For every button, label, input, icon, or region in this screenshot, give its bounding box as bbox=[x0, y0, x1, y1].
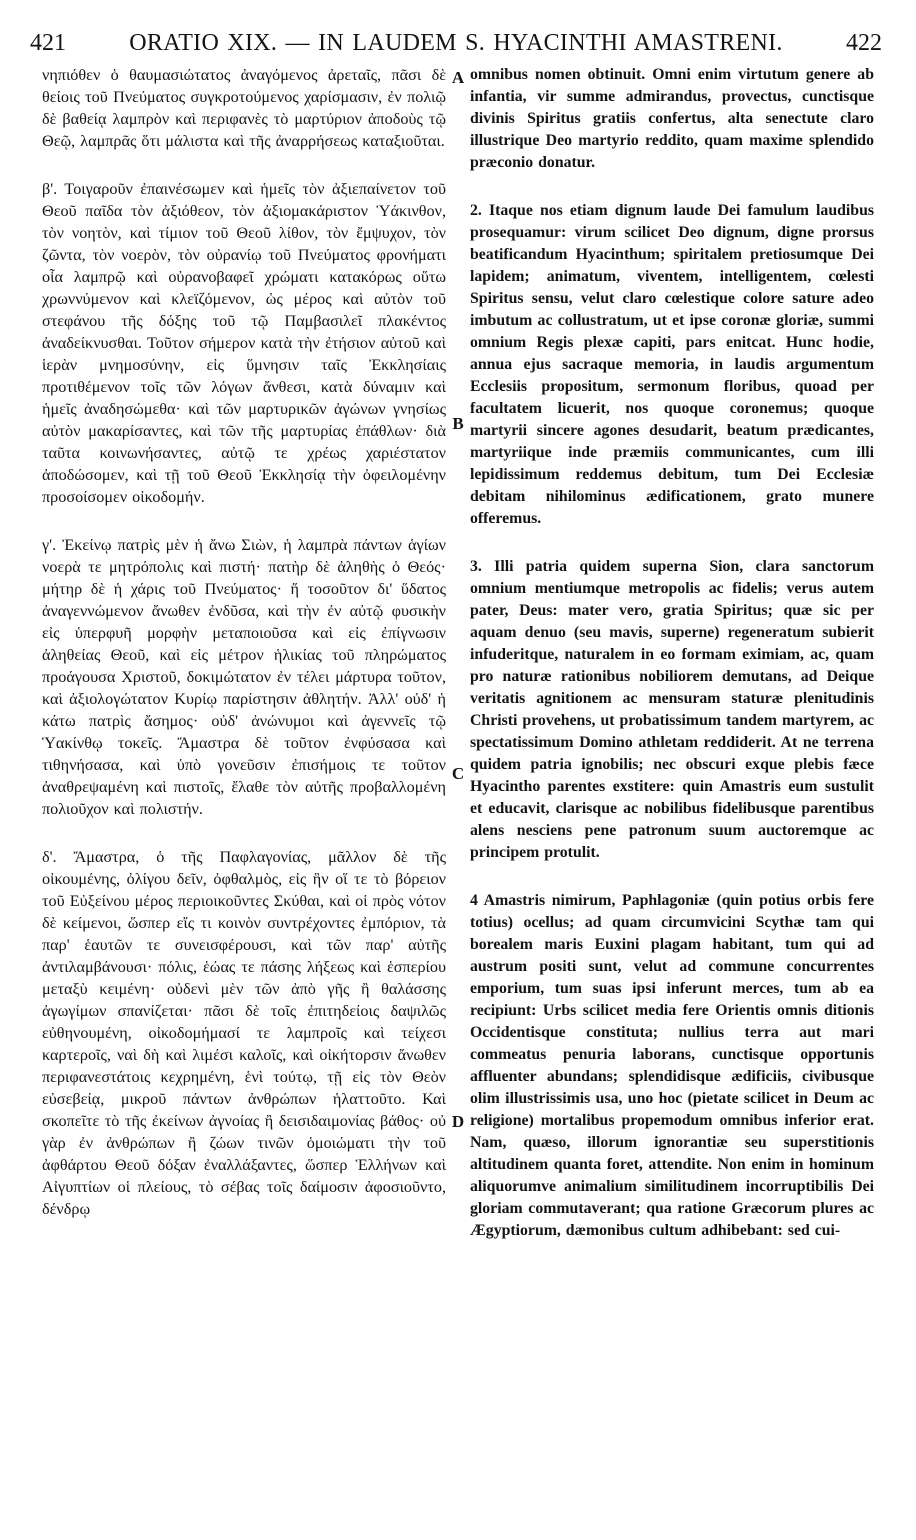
greek-column bbox=[42, 64, 446, 1220]
latin-column bbox=[470, 64, 874, 1242]
latin-paragraph-1: omnibus nomen obtinuit. Omni enim virtutum genere ab infantia, vir summe admirandus, provectus, cunctisque divinis Spiritus gratiis confertus, alta senectute claro illustrique Deo martyrio reddito, quam maxime splendido præconio donatur. bbox=[470, 66, 874, 171]
greek-paragraph-2: β'. Τοιγαροῦν ἐπαινέσωμεν καὶ ἡμεῖς τὸν ἀξιεπαίνετον τοῦ Θεοῦ παῖδα τὸν ἀξιόθεον, τὸν ἀξιομακάριστον Ὑάκινθον, τὸν νοητὸν, καὶ τίμιον τοῦ Θεοῦ λίθον, τὸν ἔμψυχον, τὸν ζῶντα, τὸν νοερὸν, τὸν οὐρανίῳ τοῦ Πνεύματος φρονήματι οἷα λαμπρῷ καὶ οὐρανοβαφεῖ χρώματι κατακόρως οὕτω χρωννύμενον καὶ κλεϊζόμενον, ὡς μέρος καὶ αὐτὸν τοῦ στεφάνου τῆς δόξης τοῦ τῷ Παμβασιλεῖ πλακέντος ἀναδείκνυσθαι. Τοῦτον σήμερον κατὰ τὴν ἐτήσιον αὐτοῦ καὶ ἱερὰν μνημοσύνην, εἰς ὕμνησιν ταῖς Ἐκκλησίαις προτιθέμενον τοῖς τῶν λόγων ἄνθεσι, κατὰ δύναμιν καὶ ἡμεῖς ἀναδησώμεθα· καὶ τῶν μαρτυρικῶν ἀγώνων γνησίως αὐτὸν μακαρίσαντες, καὶ τῶν τῆς μαρτυρίας ἐπάθλων· διὰ ταῦτα κοινωνήσαντες, αὐτῷ τε χρέως χαριέστατον ἀποδώσομεν, καὶ τῇ τοῦ Θεοῦ Ἐκκλησίᾳ τὴν ὀφειλομένην προσοίσομεν οἰκοδομήν. bbox=[42, 180, 446, 506]
greek-paragraph-4: δ'. Ἄμαστρα, ὁ τῆς Παφλαγονίας, μᾶλλον δὲ τῆς οἰκουμένης, ὀλίγου δεῖν, ὀφθαλμὸς, εἰς ἣν οἵ τε τὸ βόρειον τοῦ Εὐξείνου μέρος περιοικοῦντες Σκύθαι, καὶ οἱ πρὸς νότον δὲ κείμενοι, ὥσπερ εἴς τι κοινὸν συντρέχοντες ἐμπόριον, τὰ παρ' ἑαυτῶν τε συνεισφέρουσι, καὶ τῶν παρ' αὐτῆς ἀντιλαμβάνουσι· πόλις, ἑώας τε πάσης λήξεως καὶ ἑσπερίου μεταξὺ κειμένη· οὐδενὶ μὲν τῶν ἀπὸ γῆς ἢ θαλάσσης ἀγωγίμων σπανίζεται· πᾶσι δὲ τοῖς ἐπιτηδείοις δαψιλῶς εὐθηνουμένη, οἰκοδομήμασί τε λαμπροῖς καὶ τείχεσι καρτεροῖς, ναὶ δὴ καὶ λιμέσι καλοῖς, καὶ οἰκήτορσιν ἄνωθεν περιφανεστάτοις κεχρημένη, ἑνὶ τούτῳ, τῇ εἰς τὸν Θεὸν εὐσεβείᾳ, μικροῦ πάντων ἀνθρώπων ἡλαττοῦτο. Καὶ σκοπεῖτε τὸ τῆς ἐκείνων ἀγνοίας ἢ δεισιδαιμονίας βάθος· οὐ γὰρ ἐν ἀνθρώπων ἢ ζώων τινῶν ὁμοιώματι τὴν τοῦ ἀφθάρτου Θεοῦ δόξαν ἐναλλάξαντες, ὥσπερ Ἑλλήνων καὶ Αἰγυπτίων οἱ πλείους, τὸ σέβας τοῖς δαίμοσιν ἀφοσιοῦντο, δένδρῳ bbox=[42, 848, 446, 1218]
margin-marker-c: C bbox=[451, 764, 465, 783]
running-header bbox=[30, 28, 882, 62]
margin-marker-b: B bbox=[452, 414, 464, 433]
greek-paragraph-1: νηπιόθεν ὁ θαυμασιώτατος ἀναγόμενος ἀρεταῖς, πᾶσι δὲ θείοις τοῦ Πνεύματος συγκροτούμενος χαρίσμασιν, ἐν πολιῷ δὲ βαθείᾳ λαμπρὸν καὶ περιφανὲς τὸ μαρτύριον ἀποδοὺς τῷ Θεῷ, λαμπρᾶς ὅτι μάλιστα καὶ τῆς ἀναρρήσεως καταξιοῦται. bbox=[42, 66, 446, 150]
page-number-right: 422 bbox=[846, 30, 882, 56]
running-title: ORATIO XIX. — IN LAUDEM S. HYACINTHI AMASTRENI. bbox=[129, 30, 783, 56]
margin-marker-d: D bbox=[451, 1112, 465, 1131]
margin-marker-a: A bbox=[451, 68, 465, 87]
latin-paragraph-2: 2. Itaque nos etiam dignum laude Dei famulum laudibus prosequamur: virum scilicet Deo dignum, digne prorsus beatificandum Hyacinthum; spiritalem pretiosumque Dei lapidem; animatum, viventem, intelligentem, cœlesti Spiritus sensu, velut claro cœlestique colore sature adeo imbutum ac collustratum, ut et ipse coronæ gloriæ, summi omnium Regis plexæ capiti, pars enitcat. Hunc hodie, annua ejus sacraque memoria, in laudis argumentum Ecclesiis propositum, sermonum floribus, quoad per facultatem licuerit, nos quoque coronemus; quoque martyrii sincere agones desudarit, beatum prædicantes, martyriique inde præmiis communicantes, cum illi lepidissimum reddemus debitum, tum Dei Ecclesiæ debitam nihilominus ædificationem, grato munere offeremus. bbox=[470, 202, 874, 527]
page-number-left: 421 bbox=[30, 30, 66, 56]
latin-paragraph-4: 4 Amastris nimirum, Paphlagoniæ (quin potius orbis fere totius) ocellus; ad quam circumvicini Scythæ tam qui borealem maris Euxini plagam habitant, tum qui ad austrum positi sunt, velut ad commune concurrentes emporium, tum suas ipsi inferunt merces, tum ab ea recipiunt: Urbs scilicet media fere Orientis omnis ditionis Occidentisque constituta; nullius terra aut mari commeatus penuria laborans, cunctisque opportunis affluenter abundans; splendidisque ædificiis, civibusque olim illustrissimis usa, uno hoc (pietate scilicet in Deum ac religione) mortalibus propemodum omnibus inferior erat. Nam, quæso, illorum ignorantiæ seu superstitionis altitudinem quanta foret, attendite. Non enim in hominum aliquorumve animalium similitudinem incorruptibilis Dei gloriam commutaverant; qua ratione Græcorum plures ac Ægyptiorum, dæmonibus cultum adhibebant: sed cui- bbox=[470, 892, 874, 1239]
latin-paragraph-3: 3. Illi patria quidem superna Sion, clara sanctorum omnium mentiumque metropolis ac fidelis; verus autem pater, Deus: mater vero, gratia Spiritus; quæ sic per aquam denuo (seu mavis, superne) regeneratum subierit infuderitque, naturalem in eo formam eximiam, ac, quam pro naturæ rationibus nobiliorem demutans, ad Deique veritatis agnitionem ac mensuram staturæ plenitudinis Christi provehens, ut probatissimum tandem martyrem, ac spectatissimum Domino athletam reddiderit. At ne terrena quidem patria ignobilis; nec obscuri exque plebis fæce Hyacintho parentes exstitere: quin Amastris eum sustulit et educavit, clarisque ac nobilibus fidelibusque parentibus alens nesciens pene patronum suum auctoremque ac principem protulit. bbox=[470, 558, 874, 861]
greek-paragraph-3: γ'. Ἐκείνῳ πατρὶς μὲν ἡ ἄνω Σιὼν, ἡ λαμπρὰ πάντων ἁγίων νοερὰ τε μητρόπολις καὶ πιστή· πατὴρ δὲ ἀληθὴς ὁ Θεός· μήτηρ δὲ ἡ χάρις τοῦ Πνεύματος· ἥ τοσοῦτον δι' ὕδατος ἀναγεννώμενον ἄνωθεν ἐνδῦσα, καὶ τὴν ἐν αὐτῷ φυσικὴν εἰς ὑπερφυῆ μορφὴν μεταποιοῦσα καὶ εἰς ἐπίγνωσιν ἀληθείας Θεοῦ, καὶ εἰς μέτρον ἡλικίας τοῦ πληρώματος προάγουσα Χριστοῦ, δοκιμώτατον ἐν τέλει μάρτυρα τοῦτον, καὶ ἀξιολογώτατον Κυρίῳ παρίστησιν ἀθλητήν. Ἀλλ' οὐδ' ἡ κάτω πατρὶς ἄσημος· οὐδ' ἀνώνυμοι καὶ ἀγεννεῖς τῷ Ὑακίνθῳ τοκεῖς. Ἄμαστρα δὲ τοῦτον ἐνφύσασα καὶ τιθηνήσασα, καὶ ὑπὸ γονεῦσιν ἐπισήμοις τε τοῦτον ἀναθρεψαμένη καὶ πιστοῖς, ἔλαθε τὸν αὐτῆς προβαλλομένη πολιοῦχον καὶ πολιστήν. bbox=[42, 536, 446, 818]
